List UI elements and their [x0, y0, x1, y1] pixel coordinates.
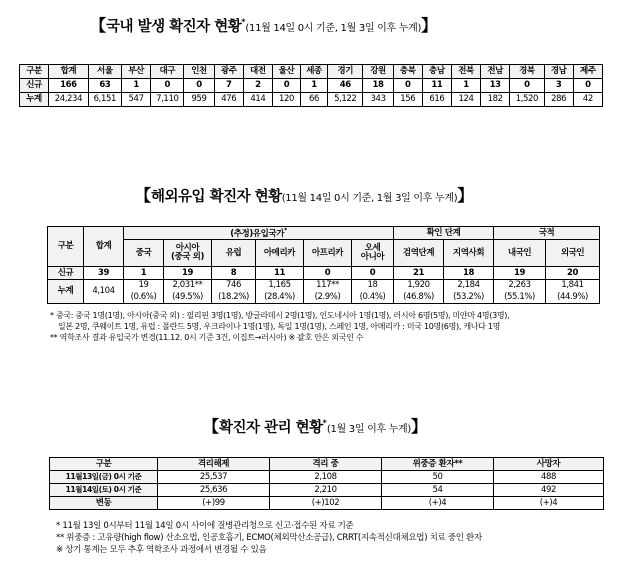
header-cell: 국적 [494, 227, 600, 240]
domestic-cases-table [19, 64, 603, 107]
percent-cell: (44.9%) [546, 292, 600, 304]
header-cell: 지역사회 [444, 240, 494, 267]
percent-cell: (53.2%) [444, 292, 494, 304]
data-cell: 66 [301, 93, 328, 107]
data-cell: 11 [256, 267, 304, 280]
header-cell: 세종 [301, 65, 328, 79]
section3-title-text: 확진자 관리 현황 [219, 420, 323, 436]
note-line: ** 역학조사 결과 유입국가 변경(11.12. 0시 기준 3건, 이집트→러시아) ※ 괄호 안은 외국인 수 [50, 333, 364, 342]
row-label: 11월13일(금) 0시 기준 [50, 471, 158, 484]
data-cell: 343 [363, 93, 393, 107]
header-cell: 합계 [49, 65, 89, 79]
header-cell: 경남 [544, 65, 573, 79]
data-cell: 19 [164, 267, 212, 280]
note-line: 일본 2명, 쿠웨이트 1명, 유럽 : 폴란드 5명, 우크라이나 1명(1명), 독일 1명(1명), 스페인 1명, 아메리카 : 미국 10명(6명), 캐나다 1명 [58, 322, 501, 331]
header-cell: 아시아 (중국 외) [164, 240, 212, 267]
data-cell: 0 [510, 79, 544, 93]
data-cell: 5,122 [328, 93, 363, 107]
data-cell: 1,165 [256, 280, 304, 292]
percent-cell: (49.5%) [164, 292, 212, 304]
header-cell: 대구 [151, 65, 184, 79]
section3-title: 【확진자 관리 현황*(1월 3일 이후 누계)】 [203, 417, 427, 436]
header-cell: 구분 [50, 458, 158, 471]
table-row [50, 497, 604, 510]
section2-subtitle: (11월 14일 0시 기준, 1월 3일 이후 누계) [281, 193, 458, 204]
header-cell: 대전 [243, 65, 272, 79]
header-cell: 아메리카 [256, 240, 304, 267]
table-header-row [50, 458, 604, 471]
table-row [20, 93, 603, 107]
data-cell: 50 [382, 471, 494, 484]
table-header-row [48, 227, 600, 240]
data-cell: 0 [151, 79, 184, 93]
data-cell: 2,263 [494, 280, 546, 292]
data-cell: (+)99 [158, 497, 270, 510]
row-label: 신규 [48, 267, 84, 280]
data-cell: 2,031** [164, 280, 212, 292]
data-cell: 2,184 [444, 280, 494, 292]
data-cell: (+)102 [270, 497, 382, 510]
header-cell: 부산 [122, 65, 151, 79]
data-cell: 476 [214, 93, 243, 107]
data-cell: 286 [544, 93, 573, 107]
table-row [50, 484, 604, 497]
data-cell: 25,636 [158, 484, 270, 497]
header-cell: 격리해제 [158, 458, 270, 471]
data-cell: 19 [494, 267, 546, 280]
header-cell: 울산 [272, 65, 300, 79]
data-cell: 120 [272, 93, 300, 107]
data-cell: 1 [124, 267, 164, 280]
header-cell: 중국 [124, 240, 164, 267]
header-cell: 내국인 [494, 240, 546, 267]
data-cell: 488 [494, 471, 604, 484]
header-cell: 서울 [88, 65, 121, 79]
data-cell: 1 [301, 79, 328, 93]
header-cell: 광주 [214, 65, 243, 79]
note-line: * 11월 13일 0시부터 11월 14일 0시 사이에 질병관리청으로 신고·접수된 자료 기준 [56, 521, 354, 531]
percent-cell: (0.6%) [124, 292, 164, 304]
data-cell: 547 [122, 93, 151, 107]
data-cell: 21 [394, 267, 444, 280]
header-cell: 격리 중 [270, 458, 382, 471]
data-cell: 1,520 [510, 93, 544, 107]
data-cell: 39 [84, 267, 124, 280]
row-label: 신규 [20, 79, 49, 93]
table-row [48, 280, 600, 292]
header-cell: 구분 [48, 227, 84, 267]
header-cell: 경기 [328, 65, 363, 79]
header-cell: 경북 [510, 65, 544, 79]
percent-cell: (0.4%) [352, 292, 394, 304]
data-cell: 0 [573, 79, 602, 93]
data-cell: 7,110 [151, 93, 184, 107]
percent-cell: (18.2%) [212, 292, 256, 304]
data-cell: 7 [214, 79, 243, 93]
section2-title: 【해외유입 확진자 현황(11월 14일 0시 기준, 1월 3일 이후 누계)】 [135, 186, 474, 205]
section2-notes [50, 310, 509, 343]
data-cell: 1 [451, 79, 480, 93]
percent-cell: (55.1%) [494, 292, 546, 304]
data-cell: 19 [124, 280, 164, 292]
section2-title-text: 해외유입 확진자 현황 [151, 189, 282, 205]
header-cell: 전남 [481, 65, 510, 79]
data-cell: 54 [382, 484, 494, 497]
data-cell: 616 [422, 93, 451, 107]
table-row [48, 267, 600, 280]
header-cell: 아프리카 [304, 240, 352, 267]
header-cell: 오세 아니아 [352, 240, 394, 267]
header-region: (추정)유입국가* [124, 227, 394, 240]
section3-subtitle: (1월 3일 이후 누계) [326, 424, 411, 435]
data-cell: 2,108 [270, 471, 382, 484]
header-cell: 전북 [451, 65, 480, 79]
section1-subtitle: (11월 14일 0시 기준, 1월 3일 이후 누계) [245, 23, 422, 34]
data-cell: 124 [451, 93, 480, 107]
data-cell: 18 [363, 79, 393, 93]
header-cell: 확인 단계 [394, 227, 494, 240]
table-header-row [48, 240, 600, 267]
header-cell: 인천 [184, 65, 214, 79]
data-cell: 8 [212, 267, 256, 280]
imported-cases-table [47, 226, 600, 304]
section1-title: 【국내 발생 확진자 현황*(11월 14일 0시 기준, 1월 3일 이후 누계)】 [90, 16, 438, 35]
row-label: 누계 [20, 93, 49, 107]
data-cell: 746 [212, 280, 256, 292]
table-row [20, 79, 603, 93]
header-cell: 제주 [573, 65, 602, 79]
data-cell: 18 [352, 280, 394, 292]
note-line: * 중국: 중국 1명(1명), 아시아(중국 외) : 필리핀 3명(1명), 방글라데시 2명(1명), 인도네시아 1명(1명), 러시아 6명(5명), 미얀마 4명(3명), [50, 311, 510, 320]
data-cell: 11 [422, 79, 451, 93]
data-cell: 6,151 [88, 93, 121, 107]
row-label: 변동 [50, 497, 158, 510]
section1-title-text: 국내 발생 확진자 현황 [106, 19, 242, 35]
data-cell: 117** [304, 280, 352, 292]
header-cell: 유럽 [212, 240, 256, 267]
data-cell: 46 [328, 79, 363, 93]
data-cell: (+)4 [494, 497, 604, 510]
data-cell: 414 [243, 93, 272, 107]
header-cell: 검역단계 [394, 240, 444, 267]
data-cell: 156 [393, 93, 422, 107]
data-cell: 1,841 [546, 280, 600, 292]
table-header-row [20, 65, 603, 79]
header-cell: 합계 [84, 227, 124, 267]
data-cell: 2 [243, 79, 272, 93]
data-cell: 166 [49, 79, 89, 93]
data-cell: 0 [272, 79, 300, 93]
data-cell: 24,234 [49, 93, 89, 107]
percent-cell: (46.8%) [394, 292, 444, 304]
percent-cell: (28.4%) [256, 292, 304, 304]
data-cell: 25,537 [158, 471, 270, 484]
note-line: ** 위중증 : 고유량(high flow) 산소요법, 인공호흡기, ECMO(체외막산소공급), CRRT(지속적신대체요법) 치료 중인 환자 [56, 533, 482, 543]
data-cell: 492 [494, 484, 604, 497]
data-cell: 42 [573, 93, 602, 107]
data-cell: 959 [184, 93, 214, 107]
data-cell: 1,920 [394, 280, 444, 292]
header-cell: 사망자 [494, 458, 604, 471]
row-label: 누계 [48, 280, 84, 304]
data-cell: (+)4 [382, 497, 494, 510]
case-management-table [49, 457, 604, 510]
percent-cell: (2.9%) [304, 292, 352, 304]
data-cell: 0 [304, 267, 352, 280]
data-cell: 3 [544, 79, 573, 93]
header-cell: 충남 [422, 65, 451, 79]
data-cell: 1 [122, 79, 151, 93]
note-line: ※ 상기 통계는 모두 추후 역학조사 과정에서 변경될 수 있음 [56, 545, 267, 555]
data-cell: 4,104 [84, 280, 124, 304]
header-cell: 구분 [20, 65, 49, 79]
data-cell: 2,210 [270, 484, 382, 497]
header-cell: 강원 [363, 65, 393, 79]
header-cell: 외국인 [546, 240, 600, 267]
data-cell: 0 [184, 79, 214, 93]
data-cell: 20 [546, 267, 600, 280]
data-cell: 182 [481, 93, 510, 107]
header-cell: 위중증 환자** [382, 458, 494, 471]
data-cell: 63 [88, 79, 121, 93]
data-cell: 18 [444, 267, 494, 280]
data-cell: 0 [352, 267, 394, 280]
row-label: 11월14일(토) 0시 기준 [50, 484, 158, 497]
section3-notes [56, 520, 482, 556]
data-cell: 13 [481, 79, 510, 93]
data-cell: 0 [393, 79, 422, 93]
header-cell: 충북 [393, 65, 422, 79]
table-row [50, 471, 604, 484]
table-row [48, 292, 600, 304]
